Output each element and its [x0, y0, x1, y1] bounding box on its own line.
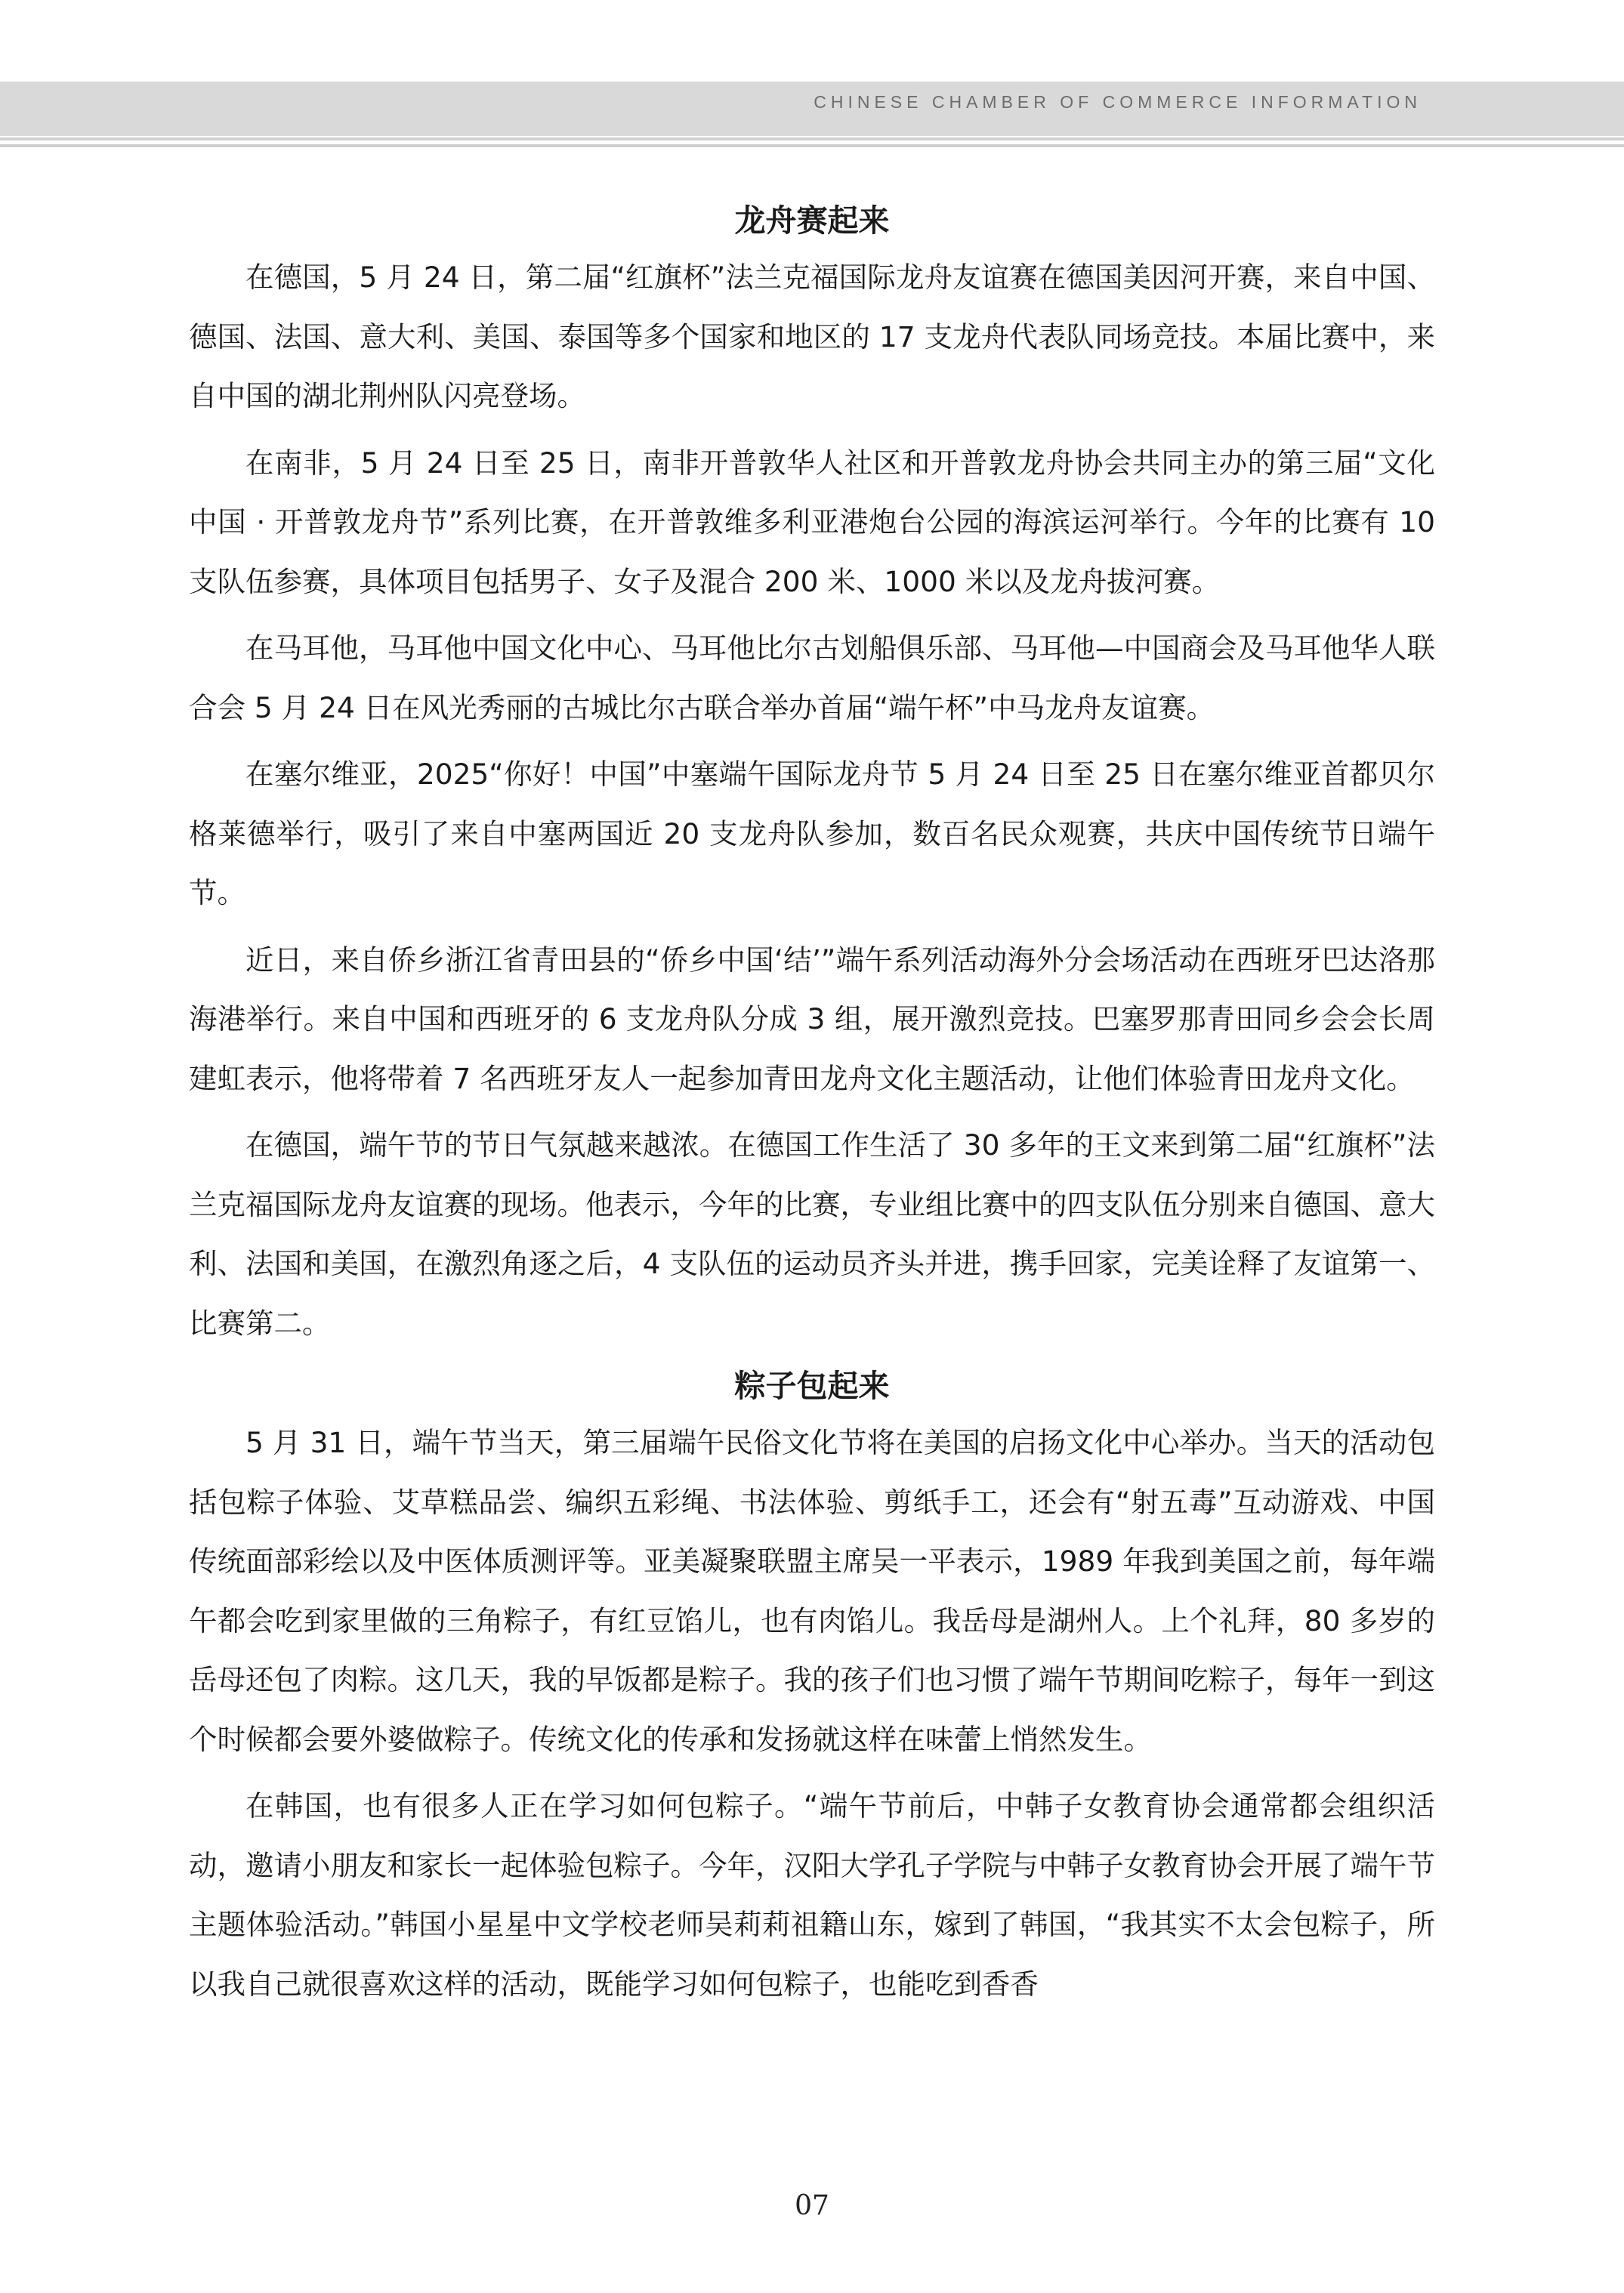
paragraph: 在南非，5 月 24 日至 25 日，南非开普敦华人社区和开普敦龙舟协会共同主办的第三届“文化中国 · 开普敦龙舟节”系列比赛，在开普敦维多利亚港炮台公园的海滨运河举行。今年的比赛有 10 支队伍参赛，具体项目包括男子、女子及混合 200 米、1000 米以及龙舟拔河赛。: [189, 446, 1435, 598]
paragraph: 5 月 31 日，端午节当天，第三届端午民俗文化节将在美国的启扬文化中心举办。当天的活动包括包粽子体验、艾草糕品尝、编织五彩绳、书法体验、剪纸手工，还会有“射五毒”互动游戏、中国传统面部彩绘以及中医体质测评等。亚美凝聚联盟主席吴一平表示，1989 年我到美国之前，每年端午都会吃到家里做的三角粽子，有红豆馅儿，也有肉馅儿。我岳母是湖州人。上个礼拜，80 多岁的岳母还包了肉粽。这几天，我的早饭都是粽子。我的孩子们也习惯了端午节期间吃粽子，每年一到这个时候都会要外婆做粽子。传统文化的传承和发扬就这样在味蕾上悄然发生。: [189, 1426, 1435, 1756]
paragraph: 在韩国，也有很多人正在学习如何包粽子。“端午节前后，中韩子女教育协会通常都会组织活动，邀请小朋友和家长一起体验包粽子。今年，汉阳大学孔子学院与中韩子女教育协会开展了端午节主题体验活动。”韩国小星星中文学校老师吴莉莉祖籍山东，嫁到了韩国，“我其实不太会包粽子，所以我自己就很喜欢这样的活动，既能学习如何包粽子，也能吃到香香: [189, 1789, 1435, 2001]
paragraph: 近日，来自侨乡浙江省青田县的“侨乡中国‘结’”端午系列活动海外分会场活动在西班牙巴达洛那海港举行。来自中国和西班牙的 6 支龙舟队分成 3 组，展开激烈竞技。巴塞罗那青田同乡会会长周建虹表示，他将带着 7 名西班牙友人一起参加青田龙舟文化主题活动，让他们体验青田龙舟文化。: [189, 943, 1435, 1095]
header-rule-top: [0, 137, 1624, 140]
section-heading-dragon-boat: 龙舟赛起来: [734, 202, 890, 239]
paragraph: 在马耳他，马耳他中国文化中心、马耳他比尔古划船俱乐部、马耳他—中国商会及马耳他华人联合会 5 月 24 日在风光秀丽的古城比尔古联合举办首届“端午杯”中马龙舟友谊赛。: [189, 631, 1435, 724]
paragraph: 在德国，5 月 24 日，第二届“红旗杯”法兰克福国际龙舟友谊赛在德国美因河开赛，来自中国、德国、法国、意大利、美国、泰国等多个国家和地区的 17 支龙舟代表队同场竞技。本届比赛中，来自中国的湖北荆州队闪亮登场。: [189, 261, 1435, 412]
header-rule-bottom: [0, 144, 1624, 147]
article-body: [189, 198, 1435, 2014]
paragraph: 在塞尔维亚，2025“你好！中国”中塞端午国际龙舟节 5 月 24 日至 25 日在塞尔维亚首都贝尔格莱德举行，吸引了来自中塞两国近 20 支龙舟队参加，数百名民众观赛，共庆中国传统节日端午节。: [189, 758, 1435, 909]
header-banner-text: CHINESE CHAMBER OF COMMERCE INFORMATION: [814, 92, 1422, 112]
section-heading-zongzi: 粽子包起来: [734, 1368, 890, 1404]
paragraph: 在德国，端午节的节日气氛越来越浓。在德国工作生活了 30 多年的王文来到第二届“红旗杯”法兰克福国际龙舟友谊赛的现场。他表示，今年的比赛，专业组比赛中的四支队伍分别来自德国、意大利、法国和美国，在激烈角逐之后，4 支队伍的运动员齐头并进，携手回家，完美诠释了友谊第一、比赛第二。: [189, 1128, 1435, 1340]
page-number: 07: [795, 2190, 829, 2221]
